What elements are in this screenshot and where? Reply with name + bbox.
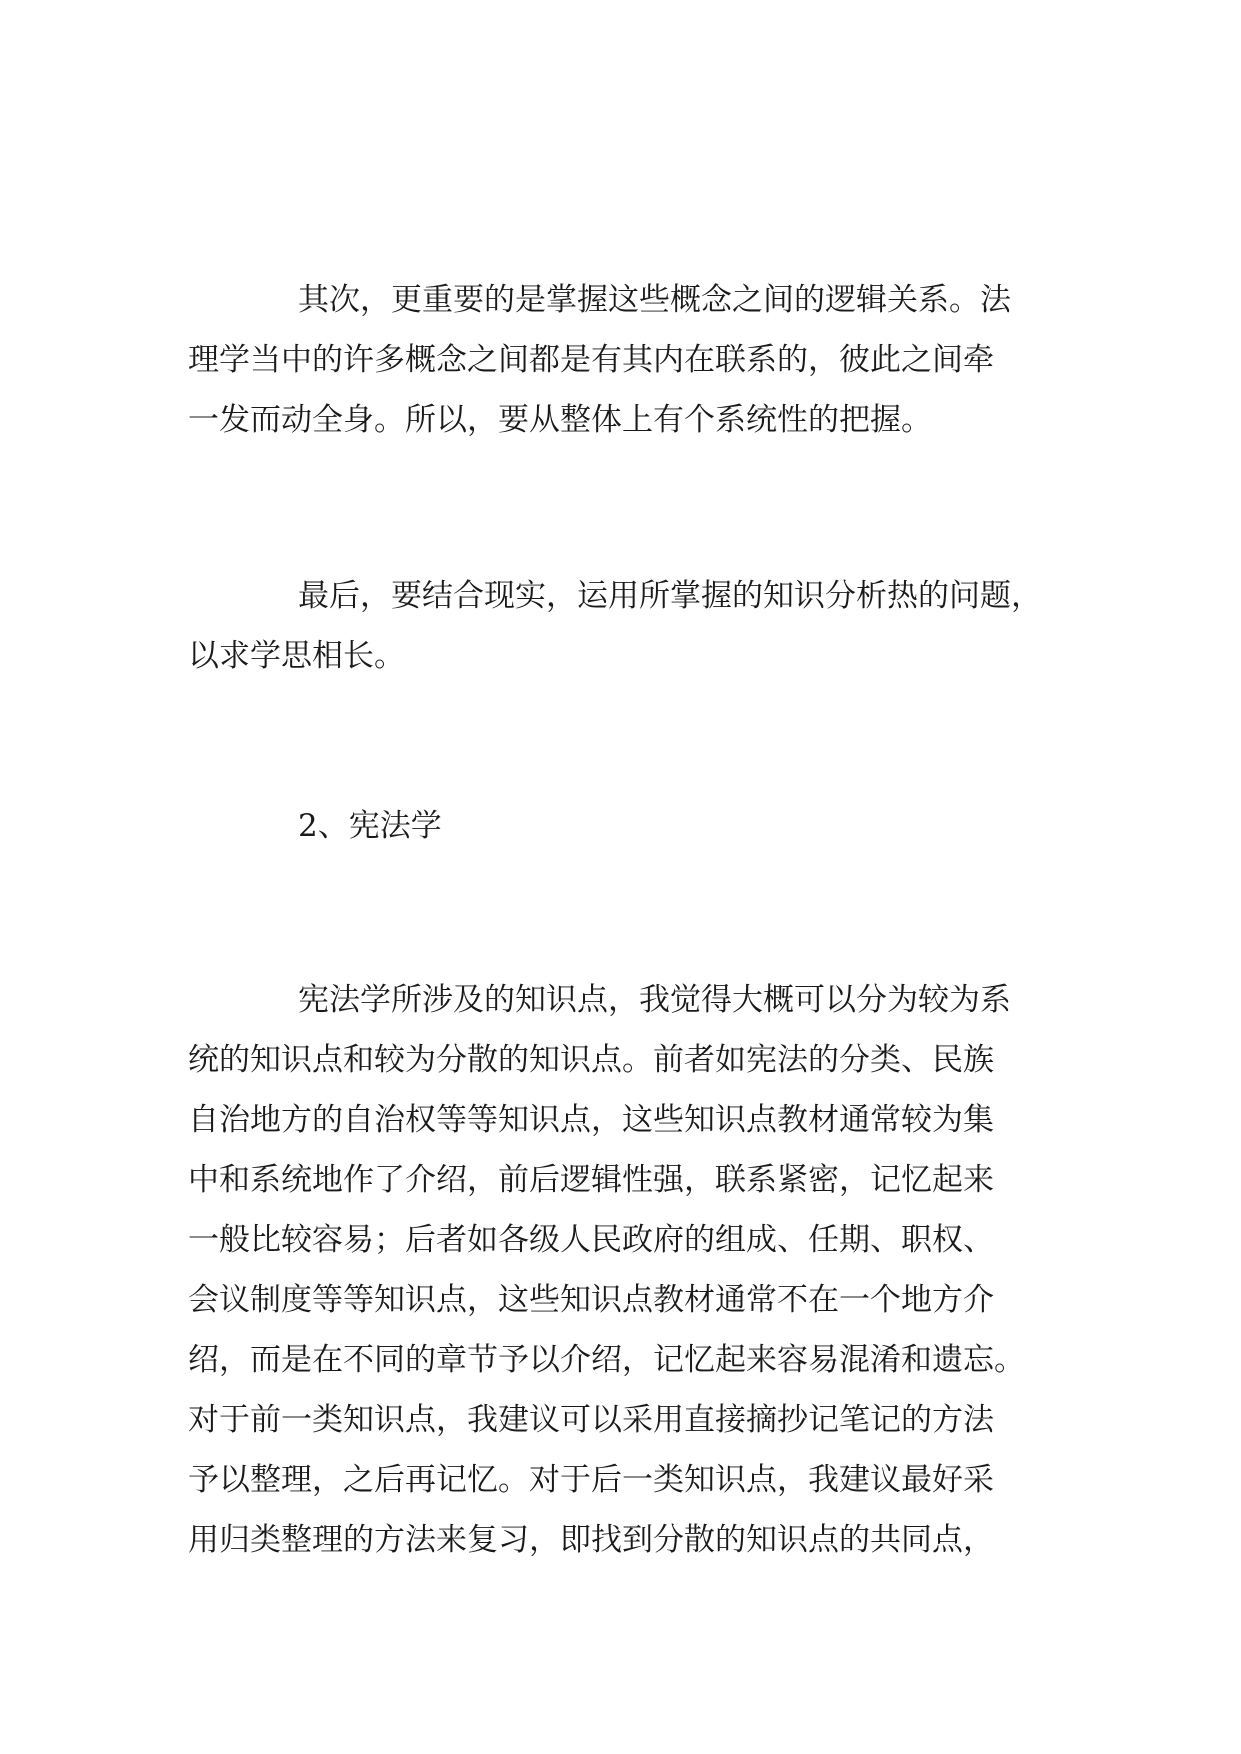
text-line: 宪法学所涉及的知识点，我觉得大概可以分为较为系 [298, 982, 1011, 1018]
text-line: 一般比较容易；后者如各级人民政府的组成、任期、职权、 [188, 1222, 994, 1258]
paragraph-constitutional-law-knowledge [188, 970, 1048, 1570]
text-line: 对于前一类知识点，我建议可以采用直接摘抄记笔记的方法 [188, 1402, 994, 1438]
paragraph-logic-relations [188, 270, 1048, 450]
text-line: 最后，要结合现实，运用所掌握的知识分析热的问题， [298, 578, 1042, 614]
text-line: 自治地方的自治权等等知识点，这些知识点教材通常较为集 [188, 1102, 994, 1138]
text-line: 理学当中的许多概念之间都是有其内在联系的，彼此之间牵 [188, 342, 994, 378]
text-line: 会议制度等等知识点，这些知识点教材通常不在一个地方介 [188, 1282, 994, 1318]
text-line: 其次，更重要的是掌握这些概念之间的逻辑关系。法 [298, 282, 1011, 318]
text-line: 以求学思相长。 [188, 638, 405, 674]
text-line: 统的知识点和较为分散的知识点。前者如宪法的分类、民族 [188, 1042, 994, 1078]
text-line: 绍，而是在不同的章节予以介绍，记忆起来容易混淆和遗忘。 [188, 1342, 1025, 1378]
text-line: 予以整理，之后再记忆。对于后一类知识点，我建议最好采 [188, 1462, 994, 1498]
heading-text: 2、宪法学 [298, 808, 442, 844]
text-line: 一发而动全身。所以，要从整体上有个系统性的把握。 [188, 402, 932, 438]
paragraph-combine-reality [188, 566, 1048, 686]
text-line: 用归类整理的方法来复习，即找到分散的知识点的共同点， [188, 1522, 994, 1558]
section-heading-constitutional-law [188, 796, 1048, 856]
text-line: 中和系统地作了介绍，前后逻辑性强，联系紧密，记忆起来 [188, 1162, 994, 1198]
